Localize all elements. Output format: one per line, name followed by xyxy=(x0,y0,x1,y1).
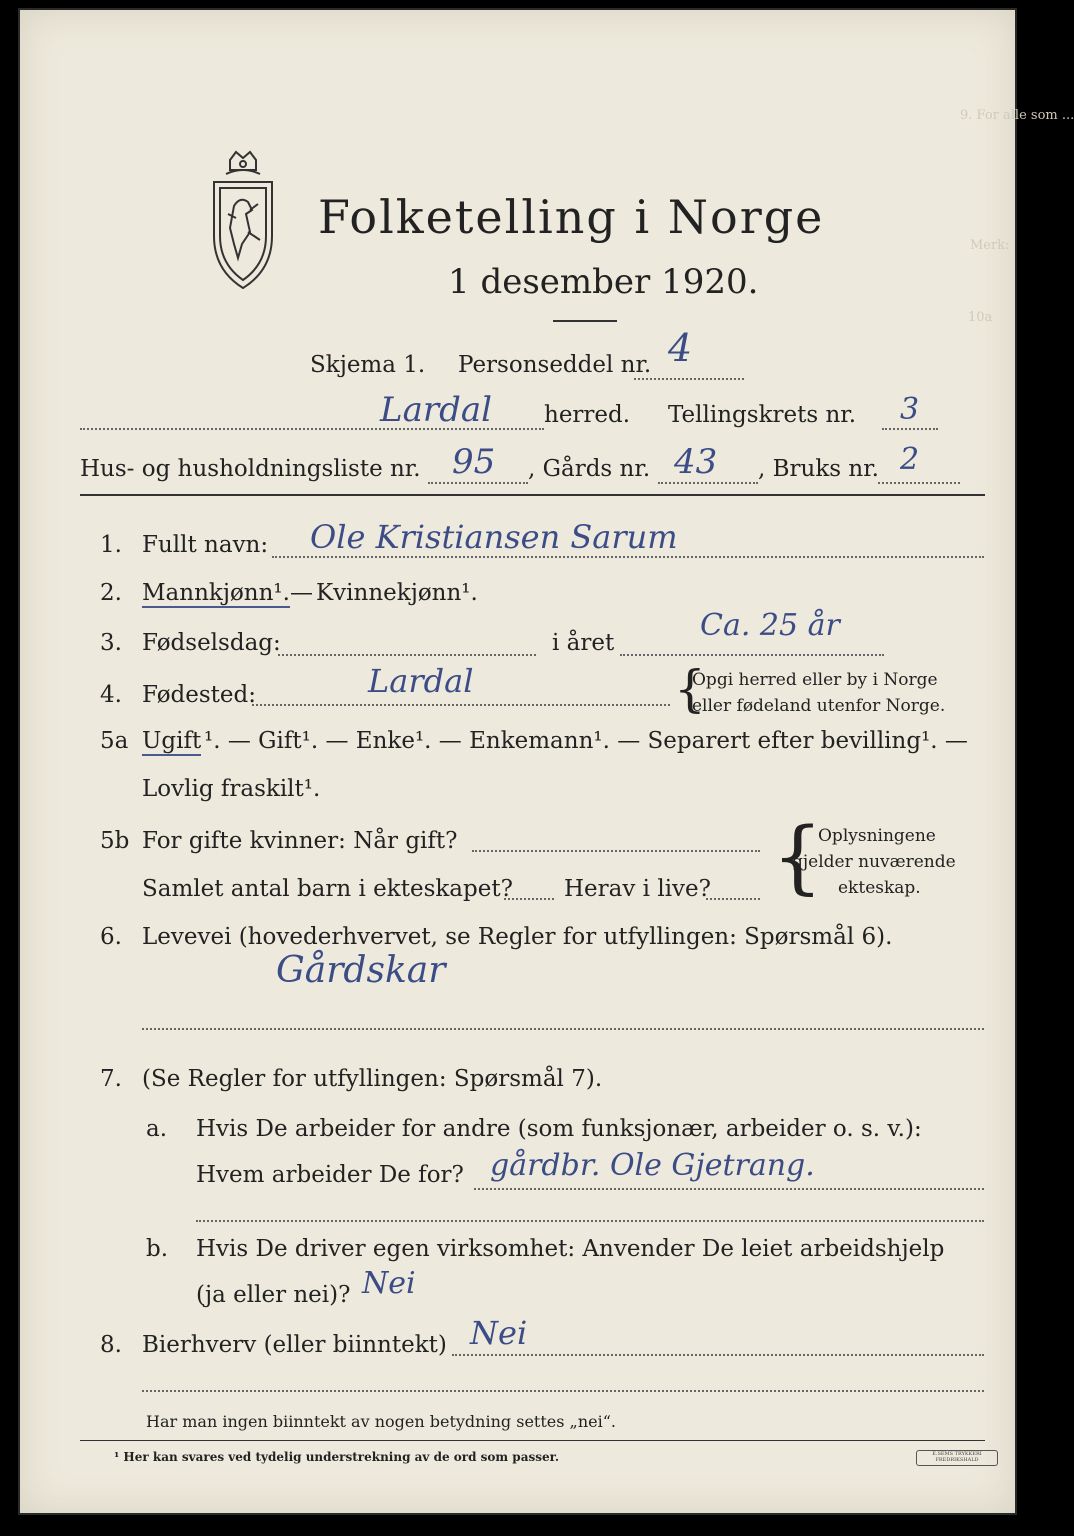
occupation-value[interactable]: Gårdskar xyxy=(276,950,446,991)
q4-note-line1: Opgi herred eller by i Norge xyxy=(692,670,938,690)
q5b-married-when-label: For gifte kvinner: Når gift? xyxy=(142,828,458,854)
q6-number: 6. xyxy=(100,924,122,950)
q7b-hired-help-label: (ja eller nei)? xyxy=(196,1282,351,1308)
q4-label: Fødested: xyxy=(142,682,257,708)
marital-ugift-option[interactable]: Ugift xyxy=(142,728,202,754)
q4-note-line2: eller fødeland utenfor Norge. xyxy=(692,696,946,716)
q5a-number: 5a xyxy=(100,728,129,754)
husholdningsliste-label: Hus- og husholdningsliste nr. xyxy=(80,456,421,482)
q3-number: 3. xyxy=(100,630,122,656)
q5b-alive-label: Herav i live? xyxy=(564,876,711,902)
q6-label: Levevei (hovederhvervet, se Regler for utfyllingen: Spørsmål 6). xyxy=(142,924,893,950)
q7a-employer-label: Hvem arbeider De for? xyxy=(196,1162,464,1188)
marital-other-options: ¹. — Gift¹. — Enke¹. — Enkemann¹. — Separert efter bevilling¹. — xyxy=(204,728,968,754)
employer-value[interactable]: gårdbr. Ole Gjetrang. xyxy=(490,1148,815,1183)
bruks-value[interactable]: 2 xyxy=(900,442,920,477)
gards-value[interactable]: 43 xyxy=(674,442,718,482)
q5b-children-label: Samlet antal barn i ekteskapet? xyxy=(142,876,513,902)
q1-number: 1. xyxy=(100,532,122,558)
coat-of-arms-icon xyxy=(200,148,286,298)
q4-number: 4. xyxy=(100,682,122,708)
q1-label: Fullt navn: xyxy=(142,532,269,558)
q7-label: (Se Regler for utfyllingen: Spørsmål 7). xyxy=(142,1066,603,1092)
census-date: 1 desember 1920. xyxy=(448,262,759,302)
footer-rule xyxy=(80,1440,985,1441)
bleed-text-1: 9. For alle som ... xyxy=(960,108,1074,123)
q5b-note-line1: Oplysningene xyxy=(818,826,936,846)
q8-number: 8. xyxy=(100,1332,122,1358)
q5b-number: 5b xyxy=(100,828,130,854)
husholdningsliste-value[interactable]: 95 xyxy=(452,442,496,482)
q5b-note-line3: ekteskap. xyxy=(838,878,921,898)
herred-value[interactable]: Lardal xyxy=(380,390,493,430)
census-form: 9. For alle som ... Merk: 10a Folketelling i Norge 1 desember 1920. Skjema 1. Personseddel nr. 4 Lardal herred. Tellingskrets nr. 3 Hus- og husholdningsliste nr. 95 , Gårds nr. 43 , Bruks nr. 2 1. Fullt navn: Ole Kristiansen Sarum 2. Mannkjønn¹. — Kvinnekjønn¹. 3. Fødselsdag: i året Ca. 25 år 4. Fødested: Lardal { Opgi herred eller by i Norge eller fødeland utenfor Norge. 5a Ugift ¹. — Gift¹. — Enke¹. — Enkemann¹. — Separert efter bevilling¹. — Lovlig fraskilt¹. 5b For gifte kvinner: Når gift? Samlet antal barn i ekteskapet? Herav i live? { Oplysningene gjelder nuværende ekteskap. 6. Levevei (hovederhvervet, se Regler for utfyllingen: Spørsmål 6). Gårdskar 7. (Se Regler for utfyllingen: Spørsmål 7). a. Hvis De arbeider for andre (som funksjonær, arbeider o. s. v.): Hvem arbeider De for? gårdbr. Ole Gjetrang. b. Hvis De driver egen virksomhet: Anvender De leiet arbeidshjelp (ja eller nei)? Nei 8. Bierhverv (eller biinntekt) Nei Har man ingen biinntekt av nogen betydning settes „nei“. ¹ Her kan svares ved tydelig understrekning av de ord som passer. E.SEMS TRYKKERI FREDRIKSHALD xyxy=(18,8,1017,1515)
title-divider xyxy=(553,320,617,322)
tellingskrets-label: Tellingskrets nr. xyxy=(668,402,857,428)
q7a-letter: a. xyxy=(146,1116,168,1142)
q2-number: 2. xyxy=(100,580,122,606)
bleed-text-3: 10a xyxy=(968,310,993,325)
form-title: Folketelling i Norge xyxy=(318,190,825,244)
q7-number: 7. xyxy=(100,1066,122,1092)
q5b-note-line2: gjelder nuværende xyxy=(792,852,956,872)
q3-year-label: i året xyxy=(552,630,615,656)
q7b-letter: b. xyxy=(146,1236,169,1262)
q2-separator: — xyxy=(290,580,313,606)
herred-label: herred. xyxy=(544,402,631,428)
personseddel-value[interactable]: 4 xyxy=(668,326,693,370)
q3-label: Fødselsdag: xyxy=(142,630,281,656)
birth-year-value[interactable]: Ca. 25 år xyxy=(700,608,840,643)
personseddel-label: Personseddel nr. xyxy=(458,352,652,378)
gards-label: , Gårds nr. xyxy=(528,456,651,482)
bruks-label: , Bruks nr. xyxy=(758,456,879,482)
header-rule xyxy=(80,494,985,496)
gender-male-option[interactable]: Mannkjønn¹. xyxy=(142,580,290,606)
full-name-value[interactable]: Ole Kristiansen Sarum xyxy=(310,518,678,556)
tellingskrets-value[interactable]: 3 xyxy=(900,392,920,427)
footnote: ¹ Her kan svares ved tydelig understrekning av de ord som passer. xyxy=(114,1450,560,1464)
q7a-label: Hvis De arbeider for andre (som funksjonær, arbeider o. s. v.): xyxy=(196,1116,922,1142)
birthplace-value[interactable]: Lardal xyxy=(368,662,474,700)
q8-label: Bierhverv (eller biinntekt) xyxy=(142,1332,447,1358)
side-income-value[interactable]: Nei xyxy=(470,1314,528,1352)
bleed-text-2: Merk: xyxy=(970,238,1010,253)
printer-stamp: E.SEMS TRYKKERI FREDRIKSHALD xyxy=(916,1450,998,1466)
gender-female-option[interactable]: Kvinnekjønn¹. xyxy=(316,580,478,606)
hired-help-value[interactable]: Nei xyxy=(362,1266,416,1301)
footer-note: Har man ingen biinntekt av nogen betydning settes „nei“. xyxy=(146,1412,616,1431)
q7b-label: Hvis De driver egen virksomhet: Anvender De leiet arbeidshjelp xyxy=(196,1236,945,1262)
marital-fraskilt-option[interactable]: Lovlig fraskilt¹. xyxy=(142,776,321,802)
skjema-label: Skjema 1. xyxy=(310,352,426,378)
